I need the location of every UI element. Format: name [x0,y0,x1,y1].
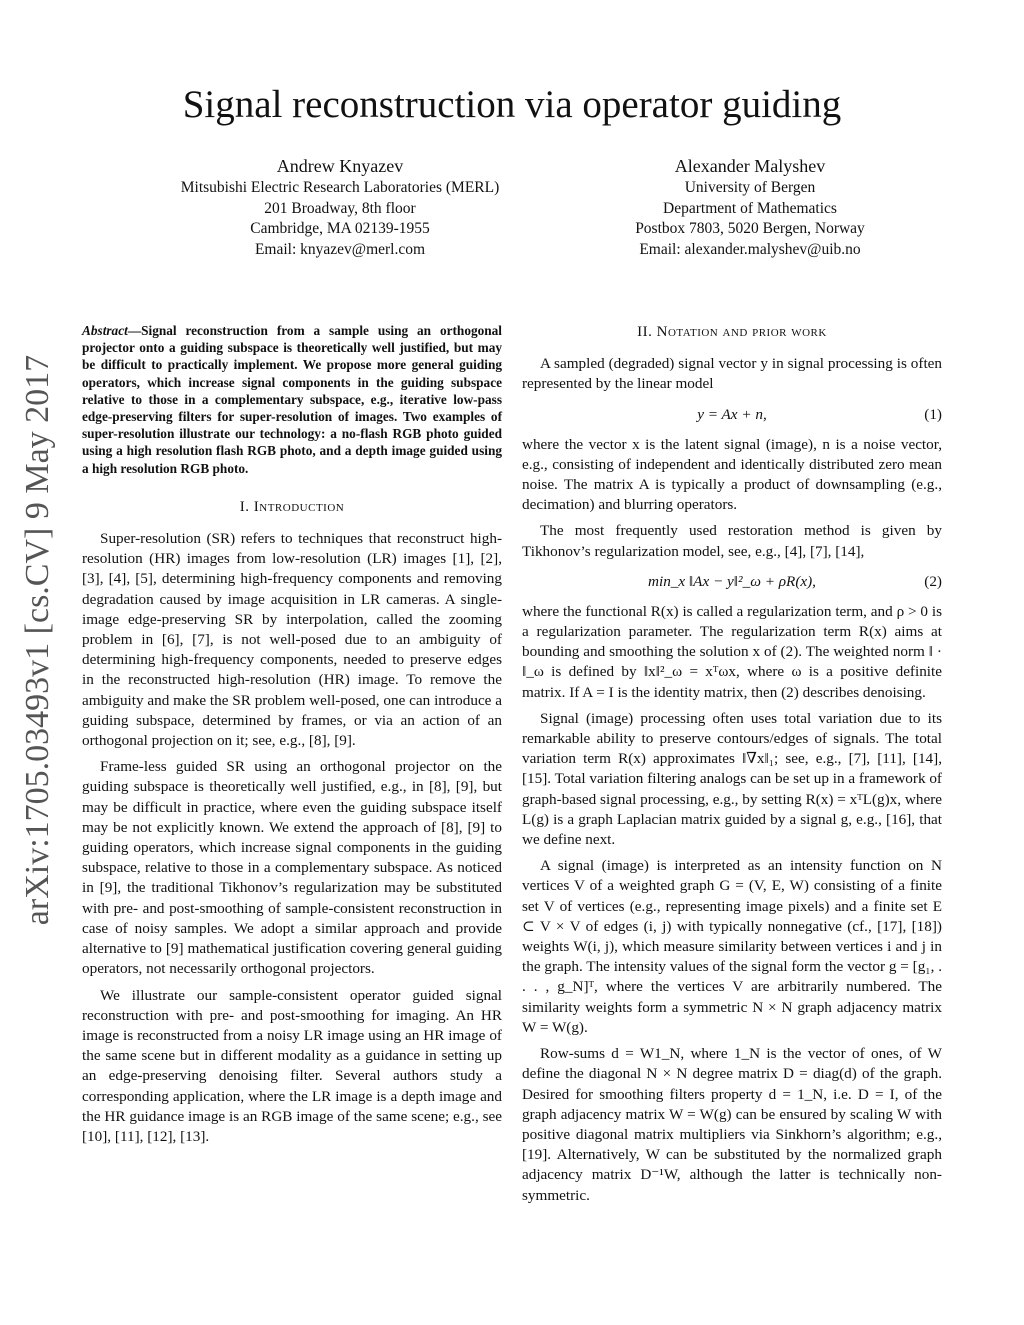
author-name: Andrew Knyazev [276,156,404,176]
paragraph: Row-sums d = W1_N, where 1_N is the vector of ones, of W define the diagonal N × N degree matrix D = diag(d) of the graph. Desired for smoothing filters property d = 1_N, i.e. D = I, of the graph adjacency matrix W = W(g) can be ensured by scaling W with positive diagonal matrix multipliers via Sinkhorn’s algorithm; e.g., [19]. Alternatively, W can be substituted by the normalized graph adjacency matrix D⁻¹W, although the latter is technically non-symmetric. [522,1045,942,1204]
author-email: Email: alexander.malyshev@uib.no [639,240,861,258]
author-address: Postbox 7803, 5020 Bergen, Norway [635,220,865,237]
paragraph: Super-resolution (SR) refers to techniques that reconstruct high-resolution (HR) images from low-resolution (LR) images [1], [2], [3], [4], [5], determining high-frequency components and removing degradation caused by image acquisition in LR cameras. A single-image edge-preserving SR by interpolation, called the zooming problem in [6], [7], is not well-posed due to an ambiguity of determining high-frequency components, needed to preserve edges in the reconstructed high-resolution (HR) image. To remove the ambiguity and make the SR problem well-posed, one can introduce a guiding subspace, determined by frames, or via an action of an orthogonal projection on it; see, e.g., [8], [9]. [82,530,502,750]
abstract [82,322,502,477]
section-heading-notation: II. Notation and prior work [637,324,827,340]
paragraph: A signal (image) is interpreted as an intensity function on N vertices V of a weighted graph G = (V, E, W) consisting of a finite set V of vertices (e.g., representing image pixels) and a finite set E ⊂ V × V of edges (i, j) with typically nonnegative (cf., [17], [18]) weights W(i, j), which measure similarity between vertices i and j in the graph. The intensity values of the signal form the vector g = [g₁, . . . , g_N]ᵀ, where the vertices V are arbitrarily numbered. The similarity weights form a symmetric N × N graph adjacency matrix W = W(g). [522,857,942,1036]
equation-body: min_x ‖Ax − y‖²_ω + ρR(x), [648,572,816,590]
author-affiliation: Mitsubishi Electric Research Laboratories (MERL) [180,179,500,196]
equation-number: (2) [924,572,942,590]
right-column [522,322,942,1206]
author-name: Alexander Malyshev [674,156,826,176]
paragraph: Signal (image) processing often uses total variation due to its remarkable ability to preserve contours/edges of signals. The total variation term R(x) approximates ‖∇x‖₁; see, e.g., [7], [11], [14], [15]. Total variation filtering analogs can be set up in a framework of graph-based signal processing, e.g., by setting R(x) = xᵀL(g)x, where L(g) is a graph Laplacian matrix guided by a signal g, e.g., [16], that we define next. [522,709,942,849]
paragraph: A sampled (degraded) signal vector y in signal processing is often represented by the linear model [522,355,942,393]
author-city: Cambridge, MA 02139-1955 [250,220,430,237]
equation-body: y = Ax + n, [697,405,767,423]
paper-title: Signal reconstruction via operator guiding [182,83,842,126]
paragraph: The most frequently used restoration method is given by Tikhonov’s regularization model, see, e.g., [4], [7], [14], [522,522,942,560]
author-block-1 [150,154,530,260]
author-address: 201 Broadway, 8th floor [264,199,416,217]
arxiv-stamp: arXiv:1705.03493v1 [cs.CV] 9 May 2017 [19,354,56,926]
abstract-text: —Signal reconstruction from a sample using an orthogonal projector onto a guiding subspace is theoretically well justified, but may be difficult to practically implement. We propose more general guiding operators, which increase signal components in the guiding subspace relative to those in a complementary subspace, e.g., iterative low-pass edge-preserving filters for super-resolution of images. Two examples of super-resolution illustrate our technology: a no-flash RGB photo guided using a high resolution flash RGB photo, and a depth image guided using a high resolution RGB photo. [82,323,502,476]
paragraph: We illustrate our sample-consistent operator guided signal reconstruction with pre- and post-smoothing for imaging. An HR image is reconstructed from a noisy LR image using an HR image of the same scene but in different modality as a guidance in setting up an edge-preserving denoising filter. Several authors study a corresponding application, where the LR image is a depth image and the HR guidance image is an RGB image of the same scene; e.g., see [10], [11], [12], [13]. [82,986,502,1145]
equation-number: (1) [924,405,942,423]
author-affiliation: University of Bergen [684,179,816,196]
author-block-2 [560,154,940,260]
paragraph: where the functional R(x) is called a regularization term, and ρ > 0 is a regularization parameter. The regularization term R(x) aims at bounding and smoothing the solution x of (2). The weighted norm ‖ · ‖_ω is defined by ‖x‖²_ω = xᵀωx, where ω is a positive definite matrix. If A = I is the identity matrix, then (2) describes denoising. [522,602,942,701]
paragraph: where the vector x is the latent signal (image), n is a noise vector, e.g., consisting of independent and identically distributed zero mean noise. The matrix A is typically a product of downsampling (e.g., decimation) and blurring operators. [522,435,942,514]
equation-2 [522,570,942,594]
left-column [82,322,502,1147]
equation-1 [522,403,942,427]
paragraph: Frame-less guided SR using an orthogonal projector on the guiding subspace is theoretically well justified, e.g., in [8], [9], but may be difficult in practice, where even the guiding subspace itself may be not explicitly known. We extend the approach of [8], [9] to guiding operators, which increase signal components in the guiding subspace, relative to those in a complementary subspace. As noticed in [9], the traditional Tikhonov’s regularization may be substituted with pre- and post-smoothing of sample-consistent reconstruction in case of noisy samples. We adopt a similar approach and provide alternative to [9] mathematical justification covering general guiding operators, not necessarily orthogonal projectors. [82,758,502,978]
section-heading-introduction: I. Introduction [239,498,345,515]
abstract-label: Abstract [82,323,128,338]
author-email: Email: knyazev@merl.com [254,240,426,258]
author-department: Department of Mathematics [663,199,837,217]
